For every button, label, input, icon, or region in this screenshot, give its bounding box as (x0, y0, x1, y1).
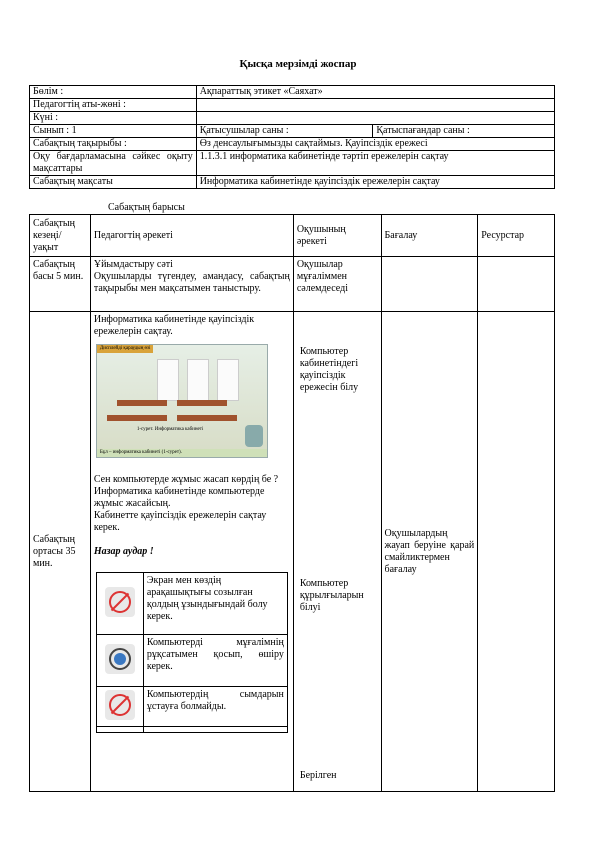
robot-image (245, 425, 263, 447)
goal-label: Сабақтың мақсаты (30, 176, 197, 189)
start-stage: Сабақтың басы 5 мин. (30, 257, 91, 312)
student-action-2: Компьютер құрылғыларын білуі (299, 578, 364, 613)
organization-title: Ұйымдастыру сәті (93, 259, 173, 270)
topic-value: Өз денсаулығымызды сақтаймыз. Қауіпсіздік ережесі (196, 138, 554, 151)
middle-stage: Сабақтың ортасы 35 мин. (30, 312, 91, 792)
teacher-name-value (196, 99, 554, 112)
goal-value: Информатика кабинетінде қауіпсіздік ережелерін сақтау (196, 176, 554, 189)
classroom-image (96, 344, 268, 458)
middle-student-actions (293, 312, 381, 792)
middle-intro: Информатика кабинетінде қауіпсіздік ережелерін сақтау. (93, 314, 255, 337)
section-label: Бөлім : (30, 86, 197, 99)
middle-assessment: Оқушылардың жауап беруіне қарай смайликтермен бағалау (381, 312, 478, 792)
objectives-label: Оқу бағдарламасына сәйкес оқыту мақсаттары (30, 151, 197, 176)
rule-icon-empty (96, 727, 143, 733)
date-label: Күні : (30, 112, 197, 125)
start-resources (478, 257, 555, 312)
middle-teacher-actions (90, 312, 293, 792)
rule-text (143, 727, 287, 733)
document-title: Қысқа мерзімді жоспар (239, 58, 357, 70)
header-assessment: Бағалау (381, 215, 478, 257)
start-assessment (381, 257, 478, 312)
header-stage: Сабақтың кезеңі/ уақыт (30, 215, 91, 257)
start-teacher-actions (90, 257, 293, 312)
teacher-name-label: Педагогтің аты-жөні : (30, 99, 197, 112)
image-caption-top: Дисплейді қараудың өзі (97, 345, 154, 353)
no-touch-wires-icon (105, 690, 135, 720)
middle-line-3: Кабинетте қауіпсіздік ережелерін сақтау керек. (93, 510, 267, 533)
date-value (196, 112, 554, 125)
rule-text: Экран мен көздің арақашықтығы созылған қолдың ұзындығындай болу керек. (143, 573, 287, 635)
topic-label: Сабақтың тақырыбы : (30, 138, 197, 151)
eye-distance-icon (105, 587, 135, 617)
section-value: Ақпараттық этикет «Саяхат» (196, 86, 554, 99)
start-student-actions: Оқушылар мұғаліммен сәлемдеседі (293, 257, 381, 312)
power-button-icon (105, 644, 135, 674)
rule-text: Компьютерді мұғалімнің рұқсатымен қосып, өшіру керек. (143, 635, 287, 687)
safety-rules-table (96, 572, 288, 733)
info-table (29, 85, 555, 189)
middle-resources (478, 312, 555, 792)
grade-label: Сынып : 1 (30, 125, 197, 138)
lesson-table (29, 214, 555, 792)
organization-text: Оқушыларды түгендеу, амандасу, сабақтың тақырыбы мен мақсатымен таныстыру. (93, 271, 290, 294)
attention-heading: Назар аудар ! (93, 546, 154, 557)
question-text: Сен компьютерде жұмыс жасап көрдің бе ? (93, 474, 279, 485)
present-count-label: Қатысушылар саны : (196, 125, 373, 138)
student-action-3: Берілген (299, 770, 337, 781)
header-student-actions: Оқушының әрекеті (293, 215, 381, 257)
absent-count-label: Қатыспағандар саны : (373, 125, 555, 138)
student-action-1: Компьютер кабинетіндегі қауіпсіздік ережесін білу (299, 346, 359, 393)
header-teacher-actions: Педагогтің әрекеті (90, 215, 293, 257)
image-figure-caption: 1-сурет. Информатика кабинеті (136, 427, 204, 432)
header-resources: Ресурстар (478, 215, 555, 257)
rule-text: Компьютердің сымдарын ұстауға болмайды. (143, 687, 287, 727)
progress-heading: Сабақтың барысы (108, 202, 185, 213)
image-caption-bottom: Бұл – информатика кабинеті (1-сурет). (97, 449, 268, 457)
objectives-value: 1.1.3.1 информатика кабинетінде тәртіп ережелерін сақтау (196, 151, 554, 176)
middle-line-2: Информатика кабинетінде компьютерде жұмыс жасайсың. (93, 486, 265, 509)
